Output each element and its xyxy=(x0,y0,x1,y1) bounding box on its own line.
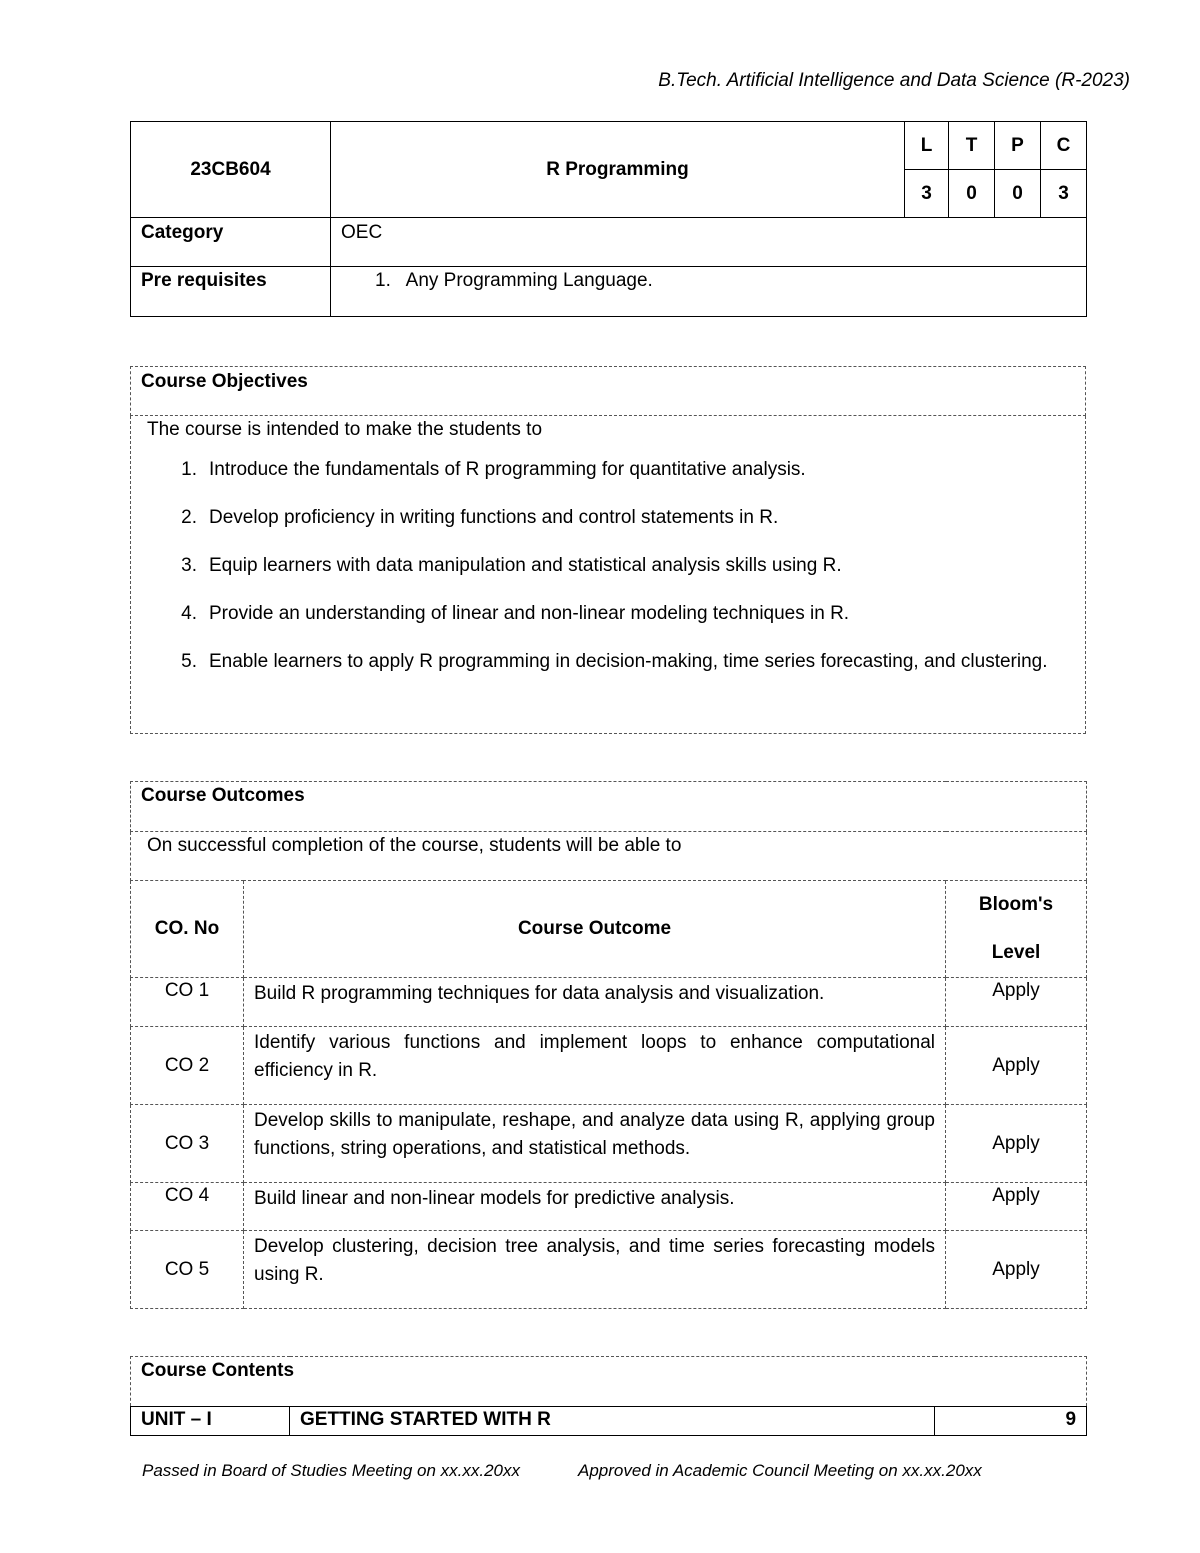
co-level: Apply xyxy=(946,1231,1087,1309)
list-item: 1. Introduce the fundamentals of R programming for quantitative analysis. xyxy=(181,459,806,480)
ltpc-label-t: T xyxy=(949,122,995,170)
unit-title: GETTING STARTED WITH R xyxy=(290,1407,935,1436)
co-level: Apply xyxy=(946,978,1087,1027)
co-outcome: Develop clustering, decision tree analysis, and time series forecasting models using R. xyxy=(244,1231,946,1309)
co-number: CO 3 xyxy=(131,1105,244,1183)
table-row xyxy=(131,1027,1087,1105)
ltpc-value-l: 3 xyxy=(905,170,949,218)
bos-footer: Passed in Board of Studies Meeting on xx.xx.20xx xyxy=(142,1461,520,1480)
course-outcomes-table xyxy=(130,781,1087,1309)
table-row xyxy=(131,978,1087,1027)
ltpc-value-c: 3 xyxy=(1041,170,1087,218)
table-row xyxy=(131,1183,1087,1231)
objectives-heading: Course Objectives xyxy=(131,367,1086,416)
co-outcome: Identify various functions and implement loops to enhance computational efficiency in R. xyxy=(244,1027,946,1105)
outcomes-intro: On successful completion of the course, students will be able to xyxy=(131,832,1087,881)
objectives-list xyxy=(131,456,1083,676)
category-label: Category xyxy=(131,218,331,267)
co-number: CO 1 xyxy=(131,978,244,1027)
academic-council-footer: Approved in Academic Council Meeting on xx.xx.20xx xyxy=(578,1461,982,1480)
co-level: Apply xyxy=(946,1027,1087,1105)
prereq-list xyxy=(331,267,1087,317)
program-header: B.Tech. Artificial Intelligence and Data Science (R-2023) xyxy=(658,70,1130,91)
co-number: CO 5 xyxy=(131,1231,244,1309)
unit-label: UNIT – I xyxy=(131,1407,290,1436)
course-objectives-table xyxy=(130,366,1086,734)
ltpc-label-l: L xyxy=(905,122,949,170)
blooms-label-line2: Level xyxy=(991,942,1041,963)
table-row xyxy=(131,1105,1087,1183)
list-item: 3. Equip learners with data manipulation and statistical analysis skills using R. xyxy=(181,555,842,576)
contents-heading: Course Contents xyxy=(131,1357,1087,1407)
co-level: Apply xyxy=(946,1183,1087,1231)
list-item: 5. Enable learners to apply R programming in decision-making, time series forecasting, and clustering. xyxy=(181,651,1048,672)
col-header-co-no: CO. No xyxy=(131,881,244,978)
prereq-text: Any Programming Language. xyxy=(405,270,653,291)
co-outcome: Build R programming techniques for data analysis and visualization. xyxy=(244,978,946,1027)
co-number: CO 2 xyxy=(131,1027,244,1105)
ltpc-value-t: 0 xyxy=(949,170,995,218)
co-outcome: Build linear and non-linear models for predictive analysis. xyxy=(244,1183,946,1231)
ltpc-value-p: 0 xyxy=(995,170,1041,218)
blooms-label-line1: Bloom's xyxy=(978,894,1054,915)
course-title: R Programming xyxy=(331,122,905,218)
objectives-intro: The course is intended to make the students to xyxy=(147,419,543,440)
prereq-label: Pre requisites xyxy=(131,267,331,317)
course-code: 23CB604 xyxy=(131,122,331,218)
co-number: CO 4 xyxy=(131,1183,244,1231)
ltpc-label-p: P xyxy=(995,122,1041,170)
col-header-course-outcome: Course Outcome xyxy=(244,881,946,978)
co-level: Apply xyxy=(946,1105,1087,1183)
objectives-body xyxy=(131,416,1086,734)
list-item: 2. Develop proficiency in writing functions and control statements in R. xyxy=(181,507,779,528)
prereq-num: 1. xyxy=(375,270,391,291)
table-row xyxy=(131,1231,1087,1309)
course-contents-table xyxy=(130,1356,1087,1436)
col-header-blooms-level xyxy=(946,881,1087,978)
course-info-table xyxy=(130,121,1087,317)
unit-hours: 9 xyxy=(935,1407,1087,1436)
list-item: 4. Provide an understanding of linear and non-linear modeling techniques in R. xyxy=(181,603,850,624)
outcomes-heading: Course Outcomes xyxy=(131,782,1087,832)
category-value: OEC xyxy=(331,218,1087,267)
ltpc-label-c: C xyxy=(1041,122,1087,170)
co-outcome: Develop skills to manipulate, reshape, and analyze data using R, applying group functions, string operations, and statistical methods. xyxy=(244,1105,946,1183)
